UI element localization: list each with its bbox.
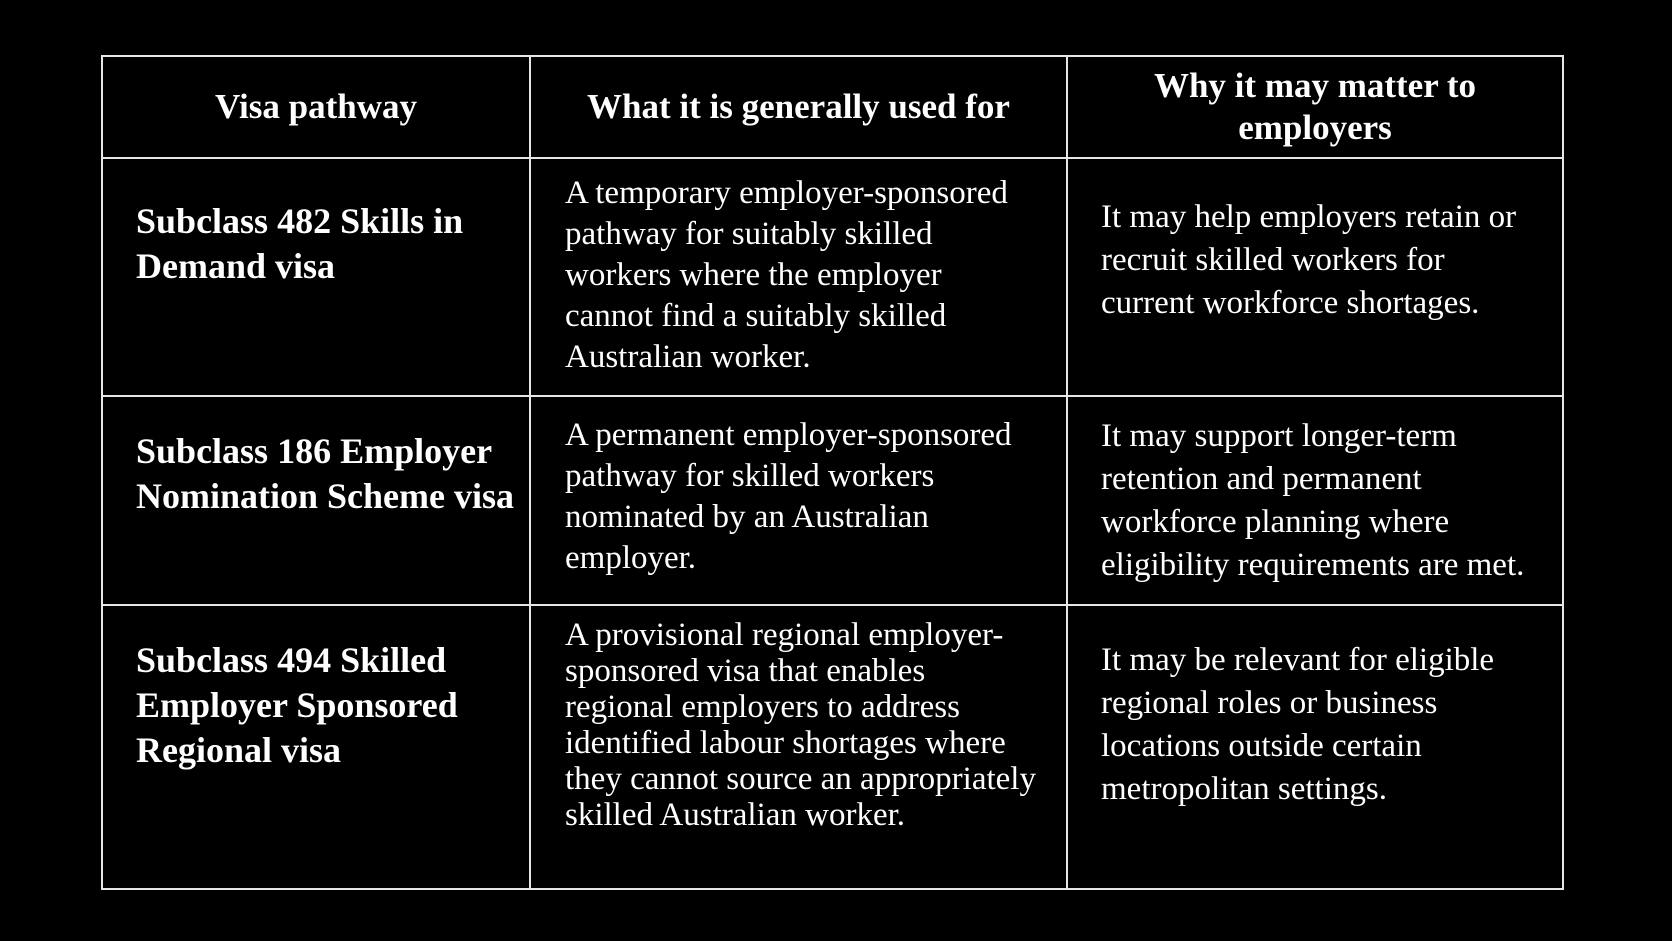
table-row: [102, 396, 1563, 605]
pathway-cell: [102, 158, 530, 396]
visa-pathways-table: [101, 55, 1564, 890]
pathway-cell: [102, 396, 530, 605]
pathway-cell: [102, 605, 530, 889]
table-row: [102, 158, 1563, 396]
why-matters-cell: [1067, 158, 1563, 396]
used-for-cell: [530, 396, 1067, 605]
why-matters-text: It may help employers retain or recruit skilled workers for current workforce shortages.: [1101, 199, 1517, 321]
why-matters-cell: [1067, 396, 1563, 605]
table-header-row: [102, 56, 1563, 158]
column-header-why-matters: Why it may matter to employers: [1067, 56, 1563, 158]
used-for-cell: [530, 605, 1067, 889]
why-matters-text: It may be relevant for eligible regional roles or business locations outside certain metropolitan settings.: [1101, 642, 1495, 807]
column-header-visa-pathway: Visa pathway: [102, 56, 530, 158]
pathway-name: Subclass 186 Employer Nomination Scheme visa: [136, 431, 514, 516]
column-header-used-for: What it is generally used for: [530, 56, 1067, 158]
table-row: [102, 605, 1563, 889]
used-for-cell: [530, 158, 1067, 396]
used-for-text: A temporary employer-sponsored pathway for suitably skilled workers where the employer cannot find a suitably skilled Australian worker.: [565, 175, 1008, 375]
why-matters-cell: [1067, 605, 1563, 889]
used-for-text: A provisional regional employer-sponsored visa that enables regional employers to address identified labour shortages where they cannot source an appropriately skilled Australian worker.: [565, 617, 1036, 833]
used-for-text: A permanent employer-sponsored pathway for skilled workers nominated by an Australian employer.: [565, 417, 1012, 576]
pathway-name: Subclass 482 Skills in Demand visa: [136, 201, 464, 286]
pathway-name: Subclass 494 Skilled Employer Sponsored Regional visa: [136, 640, 458, 770]
why-matters-text: It may support longer-term retention and permanent workforce planning where eligibility requirements are met.: [1101, 418, 1525, 583]
